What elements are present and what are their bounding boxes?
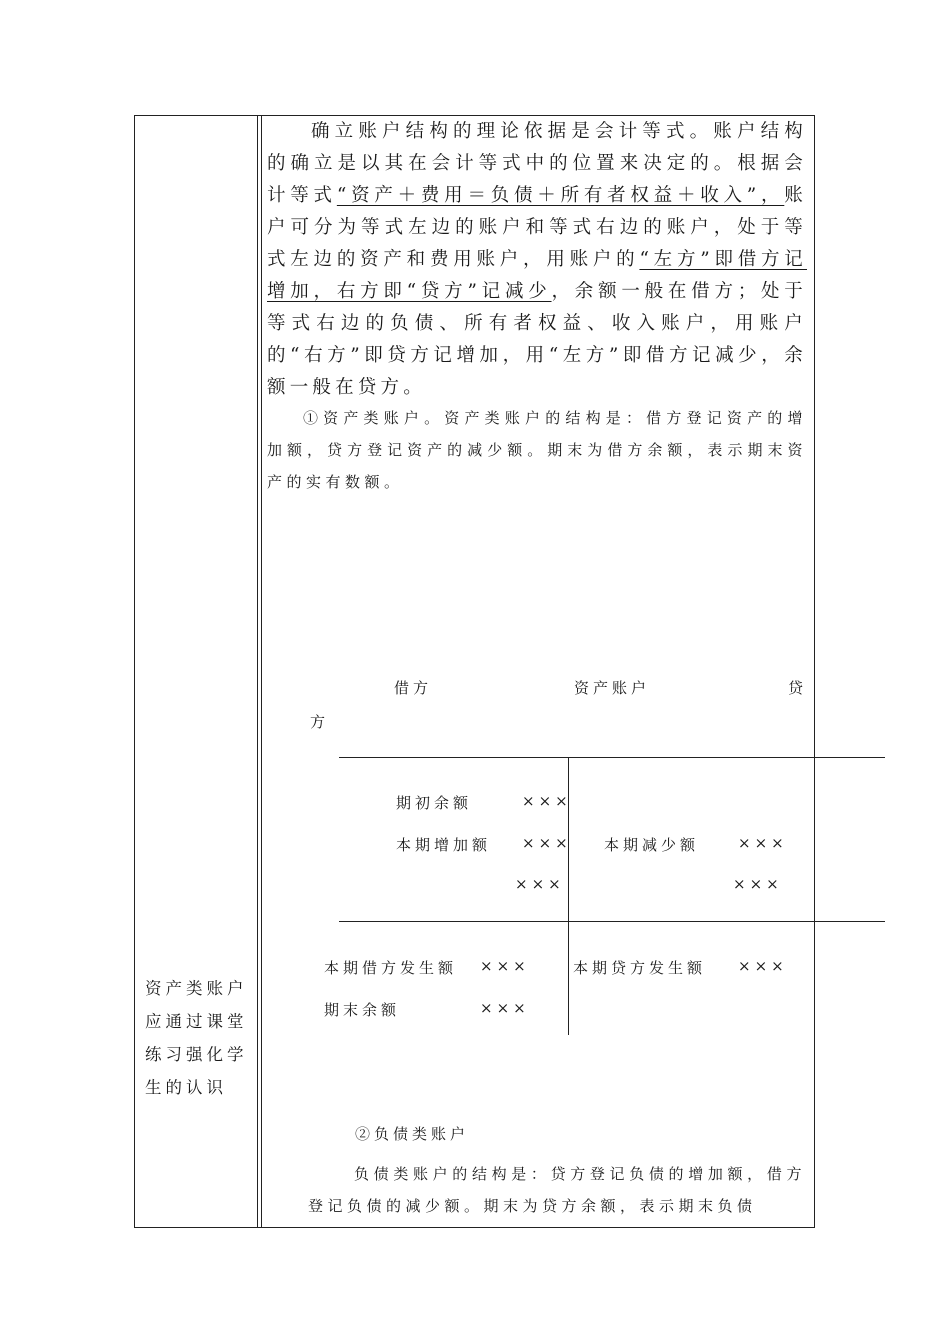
t-account-row-value: ××× [733,875,783,893]
t-account-credit-label-2: 方 [310,713,330,731]
t-account-row-label: 本期增加额 [396,836,492,854]
t-account-summary-value: ××× [738,957,788,975]
column-divider-inner [261,115,262,1228]
section-liability-title: ②负债类账户 [355,1125,470,1143]
column-divider [257,115,258,1228]
para1-left-debit-rule: “左方”即借方记增加，右方即“贷方”记减少 [267,249,807,302]
t-account-row-label: 本期减少额 [604,836,700,854]
t-account-row-value: ××× [522,792,572,810]
left-column-note: 资产类账户应通过课堂练习强化学生的认识 [145,979,248,1097]
t-account-summary-label: 本期贷方发生额 [573,959,707,977]
para1-text-e: ，余额一般在借方；处于等式右边的负债、所有者权益、收入账户，用账户的“右方”即贷方记增加，用“左方”即借方记减少，余额一般在贷方。 [267,281,807,398]
t-account-summary-label: 本期借方发生额 [324,959,458,977]
table-left-border [134,115,135,1228]
t-account-summary-value: ××× [480,957,530,975]
table-right-border [814,115,815,1228]
t-account-top-line [339,757,885,758]
t-account-title: 资产账户 [574,679,651,697]
t-account-row-value: ××× [522,834,572,852]
t-account-summary-value: ××× [480,999,530,1017]
paragraph-asset-accounts: ①资产类账户。资产类账户的结构是：借方登记资产的增加额，贷方登记资产的减少额。期末为借方余额，表示期末资产的实有数额。 [267,409,807,491]
table-bottom-border [134,1227,815,1228]
para1-equation: “资产＋费用＝负债＋所有者权益＋收入”， [336,185,785,206]
t-account-row-value: ××× [515,875,565,893]
t-account-row-value: ××× [738,834,788,852]
paragraph-account-structure [267,116,807,404]
para1-text-a: 确立账户结构的理论依据是会计等式。账户结构的确立是以其在会计等式中的位置来决定的。根据会计等式 [267,121,807,206]
paragraph-liability-accounts: 负债类账户的结构是：贷方登记负债的增加额，借方登记负债的减少额。期末为贷方余额，表示期末负债 [308,1165,806,1215]
t-account-total-line [339,921,885,922]
t-account-summary-label: 期末余额 [324,1001,401,1019]
t-account-row-label: 期初余额 [396,794,473,812]
t-account-debit-label: 借方 [394,679,433,697]
para1-text-c: 账户可分为等式左边的账户和等式右边的账户，处于等式左边的资产和费用账户，用账户的 [267,185,807,270]
t-account-credit-label-1: 贷 [788,679,808,697]
